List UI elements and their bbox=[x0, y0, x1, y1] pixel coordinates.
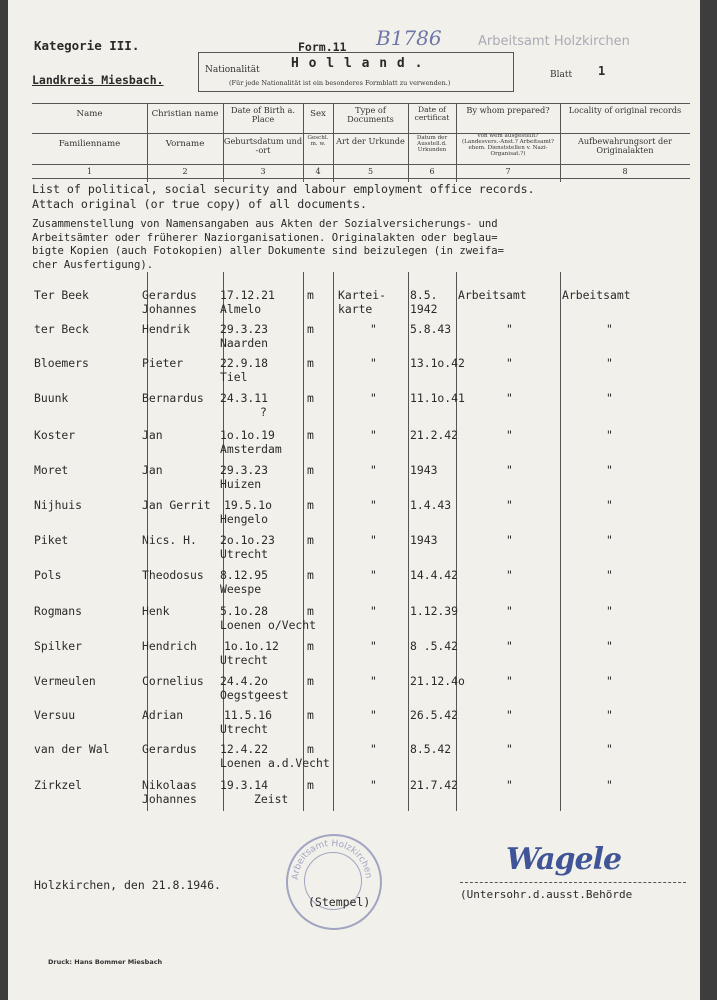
cell-doctype: Kartei- bbox=[338, 288, 387, 302]
cell-birthplace: Loenen a.d.Vecht bbox=[220, 756, 330, 770]
cell-firstname-2: Johannes bbox=[142, 302, 197, 316]
cell-birthdate: 5.1o.28 bbox=[220, 604, 269, 618]
table-row bbox=[8, 322, 700, 356]
cell-certdate: 26.5.42 bbox=[410, 708, 459, 722]
col-certdate-de: Datum der Ausstell.d. Urkunden bbox=[416, 135, 448, 153]
col-locality-en: Locality of original records bbox=[568, 105, 682, 115]
cell-sex: m bbox=[307, 428, 314, 442]
cell-surname: Vermeulen bbox=[34, 674, 96, 688]
cell-locality: " bbox=[606, 533, 613, 547]
cell-firstname: Jan Gerrit bbox=[142, 498, 211, 512]
cell-sex: m bbox=[307, 604, 314, 618]
cell-surname: Bloemers bbox=[34, 356, 89, 370]
col-preparedby-en: By whom prepared? bbox=[466, 105, 550, 115]
col-locality-num: 8 bbox=[622, 167, 628, 176]
cell-sex: m bbox=[307, 639, 314, 653]
cell-locality: " bbox=[606, 391, 613, 405]
signature-caption: (Untersohr.d.ausst.Behörde bbox=[460, 888, 633, 901]
cell-locality: " bbox=[606, 322, 613, 336]
cell-locality: " bbox=[606, 708, 613, 722]
cell-locality: " bbox=[606, 356, 613, 370]
cell-locality: " bbox=[606, 568, 613, 582]
table-row bbox=[8, 428, 700, 462]
cell-birthdate: 11.5.16 bbox=[224, 708, 273, 722]
table-row bbox=[8, 639, 700, 673]
col-preparedby-num: 7 bbox=[505, 167, 511, 176]
cell-firstname: Hendrich bbox=[142, 639, 197, 653]
table-row bbox=[8, 674, 700, 708]
cell-firstname: Gerardus bbox=[142, 288, 197, 302]
cell-birthplace: Naarden bbox=[220, 336, 269, 350]
cell-preparedby: " bbox=[506, 498, 513, 512]
instructions-block bbox=[32, 182, 690, 272]
nationality-label: Nationalität bbox=[205, 65, 260, 75]
cell-birthplace: Zeist bbox=[254, 792, 289, 806]
signature-line bbox=[460, 882, 686, 883]
cell-certdate: 13.1o.42 bbox=[410, 356, 465, 370]
place-and-date: Holzkirchen, den 21.8.1946. bbox=[34, 878, 221, 892]
cell-preparedby: " bbox=[506, 674, 513, 688]
cell-preparedby: " bbox=[506, 742, 513, 756]
cell-sex: m bbox=[307, 498, 314, 512]
cell-certdate: 1.12.39 bbox=[410, 604, 459, 618]
stamp-caption: (Stempel) bbox=[308, 895, 371, 909]
cell-surname: Versuu bbox=[34, 708, 76, 722]
office-stamp-top: Arbeitsamt Holzkirchen bbox=[478, 34, 630, 49]
cell-locality: " bbox=[606, 778, 613, 792]
cell-preparedby: " bbox=[506, 463, 513, 477]
table-row bbox=[8, 391, 700, 425]
header-bottom-rule bbox=[32, 178, 690, 179]
instructions-de-2: Arbeitsämter oder früherer Naziorganisationen. Originalakten oder beglau= bbox=[32, 231, 498, 244]
cell-preparedby: " bbox=[506, 356, 513, 370]
cell-sex: m bbox=[307, 742, 314, 756]
cell-certdate: 5.8.43 bbox=[410, 322, 452, 336]
cell-locality: " bbox=[606, 428, 613, 442]
cell-locality: " bbox=[606, 463, 613, 477]
cell-firstname: Hendrik bbox=[142, 322, 191, 336]
cell-locality: " bbox=[606, 498, 613, 512]
col-doctype-de: Art der Urkunde bbox=[336, 136, 405, 146]
cell-certdate: 11.1o.41 bbox=[410, 391, 465, 405]
cell-preparedby: " bbox=[506, 778, 513, 792]
cell-doctype: " bbox=[370, 778, 377, 792]
cell-birthdate: 1o.1o.19 bbox=[220, 428, 275, 442]
nationality-note: (Für jede Nationalität ist ein besonderes Formblatt zu verwenden.) bbox=[229, 79, 451, 87]
cell-sex: m bbox=[307, 533, 314, 547]
sheet-number: 1 bbox=[598, 64, 606, 78]
cell-surname: Zirkzel bbox=[34, 778, 83, 792]
cell-doctype: " bbox=[370, 674, 377, 688]
cell-birthplace: Weespe bbox=[220, 582, 262, 596]
cell-birthplace: Oegstgeest bbox=[220, 688, 289, 702]
cell-doctype: " bbox=[370, 463, 377, 477]
cell-surname: Piket bbox=[34, 533, 69, 547]
cell-locality: Arbeitsamt bbox=[562, 288, 631, 302]
cell-doctype: " bbox=[370, 639, 377, 653]
cell-birthplace: Utrecht bbox=[220, 722, 269, 736]
table-row bbox=[8, 463, 700, 497]
sheet-label: Blatt bbox=[550, 70, 573, 80]
district-label: Landkreis Miesbach. bbox=[32, 73, 164, 87]
cell-preparedby: " bbox=[506, 533, 513, 547]
printer-imprint: Druck: Hans Bommer Miesbach bbox=[48, 958, 163, 966]
col-certdate-en: Date of certificat bbox=[414, 105, 450, 122]
cell-birthplace: Loenen o/Vecht bbox=[220, 618, 317, 632]
cell-birthdate: 1o.1o.12 bbox=[224, 639, 279, 653]
cell-certdate: 21.2.42 bbox=[410, 428, 459, 442]
cell-surname: van der Wal bbox=[34, 742, 110, 756]
cell-doctype: " bbox=[370, 568, 377, 582]
col-name-num: 1 bbox=[86, 167, 93, 176]
col-locality-de: Aufbewahrungsort der Originalakten bbox=[577, 136, 673, 155]
cell-certdate: 21.7.42 bbox=[410, 778, 459, 792]
office-seal bbox=[286, 834, 382, 930]
cell-doctype-2: karte bbox=[338, 302, 373, 316]
cell-firstname: Henk bbox=[142, 604, 170, 618]
cell-locality: " bbox=[606, 742, 613, 756]
cell-firstname: Nikolaas bbox=[142, 778, 197, 792]
col-sex-en: Sex bbox=[310, 109, 326, 119]
cell-preparedby: " bbox=[506, 428, 513, 442]
cell-locality: " bbox=[606, 639, 613, 653]
cell-birthdate: 2o.1o.23 bbox=[220, 533, 275, 547]
header-mid-rule bbox=[32, 133, 690, 134]
col-christian-de: Vorname bbox=[165, 139, 205, 149]
cell-sex: m bbox=[307, 568, 314, 582]
col-certdate-num: 6 bbox=[429, 167, 435, 176]
cell-certdate: 8.5. bbox=[410, 288, 438, 302]
cell-doctype: " bbox=[370, 742, 377, 756]
col-christian-num: 2 bbox=[182, 167, 188, 176]
table-row bbox=[8, 568, 700, 602]
table-row bbox=[8, 498, 700, 532]
cell-certdate: 14.4.42 bbox=[410, 568, 459, 582]
cell-sex: m bbox=[307, 708, 314, 722]
cell-birthdate: 19.5.1o bbox=[224, 498, 273, 512]
cell-birthplace: Almelo bbox=[220, 302, 262, 316]
cell-firstname: Gerardus bbox=[142, 742, 197, 756]
cell-birthdate: 22.9.18 bbox=[220, 356, 269, 370]
form-number: Form.11 bbox=[298, 40, 347, 54]
cell-surname: Pols bbox=[34, 568, 62, 582]
cell-certdate-2: 1942 bbox=[410, 302, 438, 316]
cell-surname: Spilker bbox=[34, 639, 83, 653]
cell-birthplace: Tiel bbox=[220, 370, 248, 384]
instructions-de-4: cher Ausfertigung). bbox=[32, 258, 154, 271]
cell-sex: m bbox=[307, 356, 314, 370]
cell-preparedby: " bbox=[506, 568, 513, 582]
cell-sex: m bbox=[307, 778, 314, 792]
cell-preparedby: " bbox=[506, 604, 513, 618]
cell-birthdate: 19.3.14 bbox=[220, 778, 269, 792]
form-sheet bbox=[8, 0, 700, 1000]
header-top-rule bbox=[32, 103, 690, 104]
cell-surname: ter Beck bbox=[34, 322, 89, 336]
cell-birthdate: 29.3.23 bbox=[220, 322, 269, 336]
cell-doctype: " bbox=[370, 498, 377, 512]
cell-sex: m bbox=[307, 391, 314, 405]
cell-surname: Nijhuis bbox=[34, 498, 83, 512]
cell-certdate: 1943 bbox=[410, 463, 438, 477]
cell-locality: " bbox=[606, 604, 613, 618]
cell-birthdate: 12.4.22 bbox=[220, 742, 269, 756]
col-preparedby-de: von wem ausgestellt? (Landesvers.-Anst.? Arbeitsamt? ehem. Dienststellen v. Nazi-Organisat.?) bbox=[462, 133, 554, 157]
cell-firstname: Bernardus bbox=[142, 391, 204, 405]
instructions-en-2: Attach original (or true copy) of all documents. bbox=[32, 197, 368, 211]
cell-surname: Rogmans bbox=[34, 604, 83, 618]
col-birth-en: Date of Birth a. Place bbox=[231, 105, 295, 124]
cell-firstname: Theodosus bbox=[142, 568, 204, 582]
cell-sex: m bbox=[307, 288, 314, 302]
col-sex-num: 4 bbox=[315, 167, 321, 176]
cell-doctype: " bbox=[370, 391, 377, 405]
nationality-value: H o l l a n d . bbox=[291, 56, 424, 71]
seal-text: Arbeitsamt Holzkirchen bbox=[290, 838, 374, 881]
cell-sex: m bbox=[307, 322, 314, 336]
cell-surname: Koster bbox=[34, 428, 76, 442]
col-sex-de: Geschl. m. w. bbox=[307, 135, 329, 147]
cell-certdate: 21.12.4o bbox=[410, 674, 465, 688]
table-row bbox=[8, 533, 700, 567]
cell-certdate: 1.4.43 bbox=[410, 498, 452, 512]
table-row bbox=[8, 604, 700, 638]
cell-firstname: Jan bbox=[142, 463, 163, 477]
cell-certdate: 1943 bbox=[410, 533, 438, 547]
cell-preparedby: Arbeitsamt bbox=[458, 288, 527, 302]
cell-birthplace: ? bbox=[260, 405, 267, 419]
signature: Wagele bbox=[506, 842, 622, 877]
cell-doctype: " bbox=[370, 356, 377, 370]
cell-firstname: Nics. H. bbox=[142, 533, 197, 547]
instructions-de-3: bigte Kopien (auch Fotokopien) aller Dokumente sind beizulegen (in zweifa= bbox=[32, 245, 504, 257]
cell-firstname: Cornelius bbox=[142, 674, 204, 688]
cell-locality: " bbox=[606, 674, 613, 688]
cell-certdate: 8 .5.42 bbox=[410, 639, 459, 653]
cell-doctype: " bbox=[370, 604, 377, 618]
cell-preparedby: " bbox=[506, 322, 513, 336]
col-doctype-en: Type of Documents bbox=[347, 105, 394, 124]
table-row bbox=[8, 742, 700, 776]
table-row bbox=[8, 356, 700, 390]
cell-firstname: Adrian bbox=[142, 708, 184, 722]
nationality-box bbox=[198, 52, 514, 92]
cell-birthplace: Hengelo bbox=[220, 512, 269, 526]
cell-birthdate: 29.3.23 bbox=[220, 463, 269, 477]
cell-preparedby: " bbox=[506, 391, 513, 405]
cell-firstname: Pieter bbox=[142, 356, 184, 370]
col-doctype-num: 5 bbox=[367, 167, 374, 176]
table-row bbox=[8, 288, 700, 322]
instructions-de-1: Zusammenstellung von Namensangaben aus Akten der Sozialversicherungs- und bbox=[32, 218, 498, 230]
cell-doctype: " bbox=[370, 533, 377, 547]
cell-firstname-2: Johannes bbox=[142, 792, 197, 806]
col-birth-num: 3 bbox=[260, 167, 266, 176]
cell-preparedby: " bbox=[506, 639, 513, 653]
cell-birthdate: 24.3.11 bbox=[220, 391, 269, 405]
header-num-rule bbox=[32, 164, 690, 165]
col-birth-de: Geburtsdatum und -ort bbox=[223, 136, 303, 155]
cell-birthdate: 24.4.2o bbox=[220, 674, 269, 688]
cell-birthplace: Amsterdam bbox=[220, 442, 282, 456]
cell-surname: Buunk bbox=[34, 391, 69, 405]
cell-birthplace: Huizen bbox=[220, 477, 262, 491]
cell-birthplace: Utrecht bbox=[220, 653, 269, 667]
col-name-de: Familienname bbox=[58, 139, 121, 149]
col-christian-en: Christian name bbox=[151, 109, 219, 119]
cell-surname: Moret bbox=[34, 463, 69, 477]
cell-doctype: " bbox=[370, 708, 377, 722]
cell-sex: m bbox=[307, 674, 314, 688]
category-label: Kategorie III. bbox=[34, 38, 140, 53]
table-row bbox=[8, 708, 700, 742]
cell-surname: Ter Beek bbox=[34, 288, 89, 302]
instructions-en-1: List of political, social security and labour employment office records. bbox=[32, 182, 535, 196]
cell-firstname: Jan bbox=[142, 428, 163, 442]
cell-birthdate: 17.12.21 bbox=[220, 288, 275, 302]
handwritten-number: B1786 bbox=[376, 26, 442, 50]
cell-doctype: " bbox=[370, 322, 377, 336]
cell-preparedby: " bbox=[506, 708, 513, 722]
col-name-en: Name bbox=[76, 109, 103, 119]
cell-sex: m bbox=[307, 463, 314, 477]
cell-birthdate: 8.12.95 bbox=[220, 568, 269, 582]
cell-birthplace: Utrecht bbox=[220, 547, 269, 561]
table-row bbox=[8, 778, 700, 812]
cell-doctype: " bbox=[370, 428, 377, 442]
cell-certdate: 8.5.42 bbox=[410, 742, 452, 756]
